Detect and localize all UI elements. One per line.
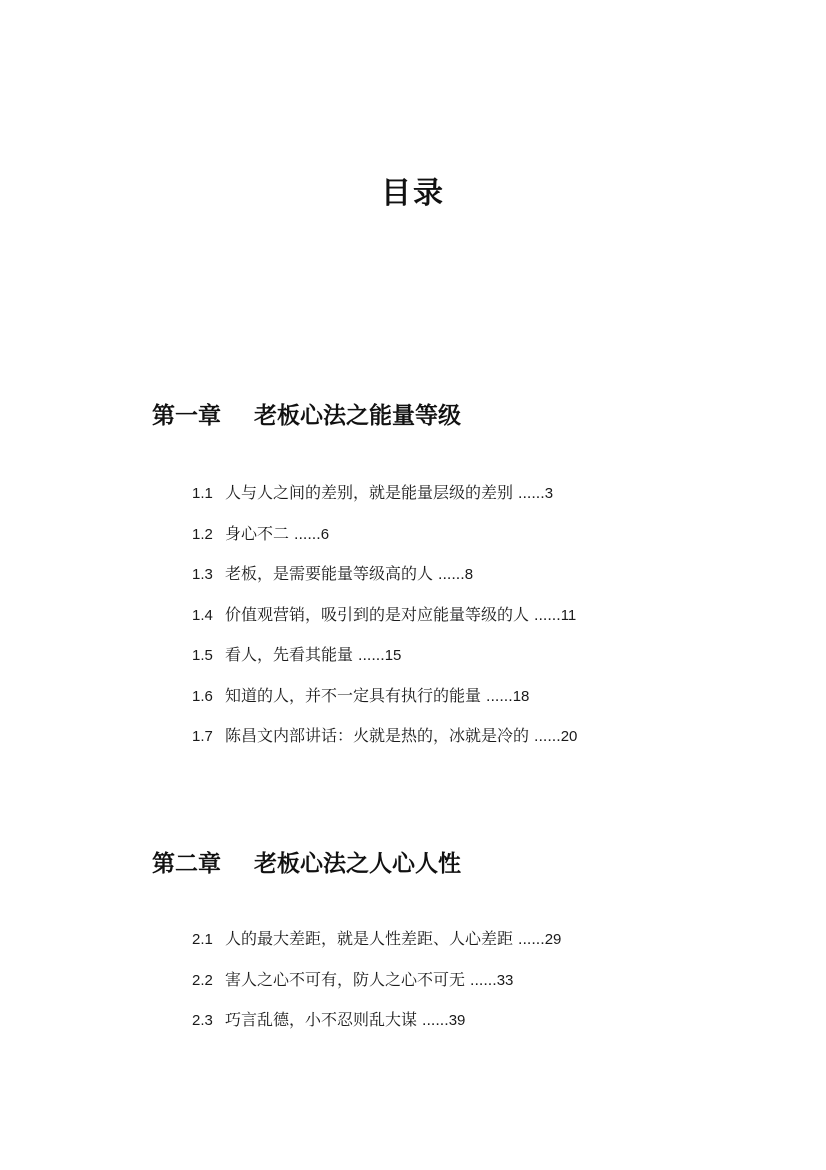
toc-leader-dots: ...... [518,485,545,502]
toc-entry-title: 害人之心不可有，防人之心不可无 [225,969,466,989]
chapter-heading [152,844,461,884]
toc-entry-number: 1.6 [192,687,213,705]
chapter-title: 老板心法之人心人性 [254,850,461,877]
page-title: 目录 [381,176,445,211]
toc-page-number: 33 [496,971,514,989]
toc-entry-title: 知道的人，并不一定具有执行的能量 [225,685,482,705]
toc-leader-dots: ...... [422,1012,449,1029]
toc-page-number: 15 [384,647,402,664]
toc-entry-title: 巧言乱德，小不忍则乱大谋 [225,1010,418,1029]
toc-leader-dots: ...... [470,971,497,989]
chapter-number: 第二章 [152,850,221,877]
toc-entry[interactable] [192,681,577,722]
toc-entry-number: 2.1 [192,931,213,948]
toc-entry-title: 人的最大差距，就是人性差距、人心差距 [225,929,514,948]
toc-leader-dots: ...... [358,647,385,664]
toc-entry[interactable] [192,1005,561,1046]
toc-list [192,924,561,1046]
toc-leader-dots: ...... [486,687,513,705]
toc-entry-number: 1.4 [192,606,213,624]
toc-entry-title: 身心不二 [225,523,290,543]
toc-leader-dots: ...... [518,931,545,948]
toc-entry[interactable] [192,600,577,641]
toc-page-number: 29 [544,931,562,948]
toc-leader-dots: ...... [534,606,561,624]
toc-page-number: 18 [512,687,530,705]
toc-entry[interactable] [192,559,577,600]
toc-entry[interactable] [192,965,561,1006]
toc-page-number: 6 [320,525,330,543]
toc-entry-number: 1.5 [192,647,213,664]
toc-leader-dots: ...... [438,566,465,583]
toc-entry-number: 1.3 [192,566,213,583]
toc-entry-number: 2.3 [192,1012,213,1029]
toc-page-number: 39 [448,1012,466,1029]
chapter-number: 第一章 [152,402,221,429]
toc-page-number: 11 [560,606,577,624]
chapter-heading [152,396,461,436]
toc-entry-title: 价值观营销，吸引到的是对应能量等级的人 [225,604,530,624]
toc-entry[interactable] [192,924,561,965]
toc-leader-dots: ...... [294,525,321,543]
toc-entry-number: 2.2 [192,971,213,989]
toc-page-number: 3 [544,485,554,502]
toc-entry-title: 人与人之间的差别，就是能量层级的差别 [225,483,514,502]
toc-entry[interactable] [192,519,577,560]
toc-list [192,478,577,762]
toc-leader-dots: ...... [534,728,561,745]
toc-entry-number: 1.1 [192,485,213,502]
toc-page-number: 8 [464,566,474,583]
toc-entry-title: 陈昌文内部讲话：火就是热的，冰就是冷的 [225,726,530,745]
toc-page-number: 20 [560,728,578,745]
toc-entry-number: 1.7 [192,728,213,745]
toc-entry[interactable] [192,478,577,519]
toc-entry-title: 看人，先看其能量 [225,645,354,664]
toc-entry[interactable] [192,721,577,762]
chapter-title: 老板心法之能量等级 [254,402,461,429]
toc-entry[interactable] [192,640,577,681]
toc-entry-title: 老板，是需要能量等级高的人 [225,564,434,583]
toc-entry-number: 1.2 [192,525,213,543]
